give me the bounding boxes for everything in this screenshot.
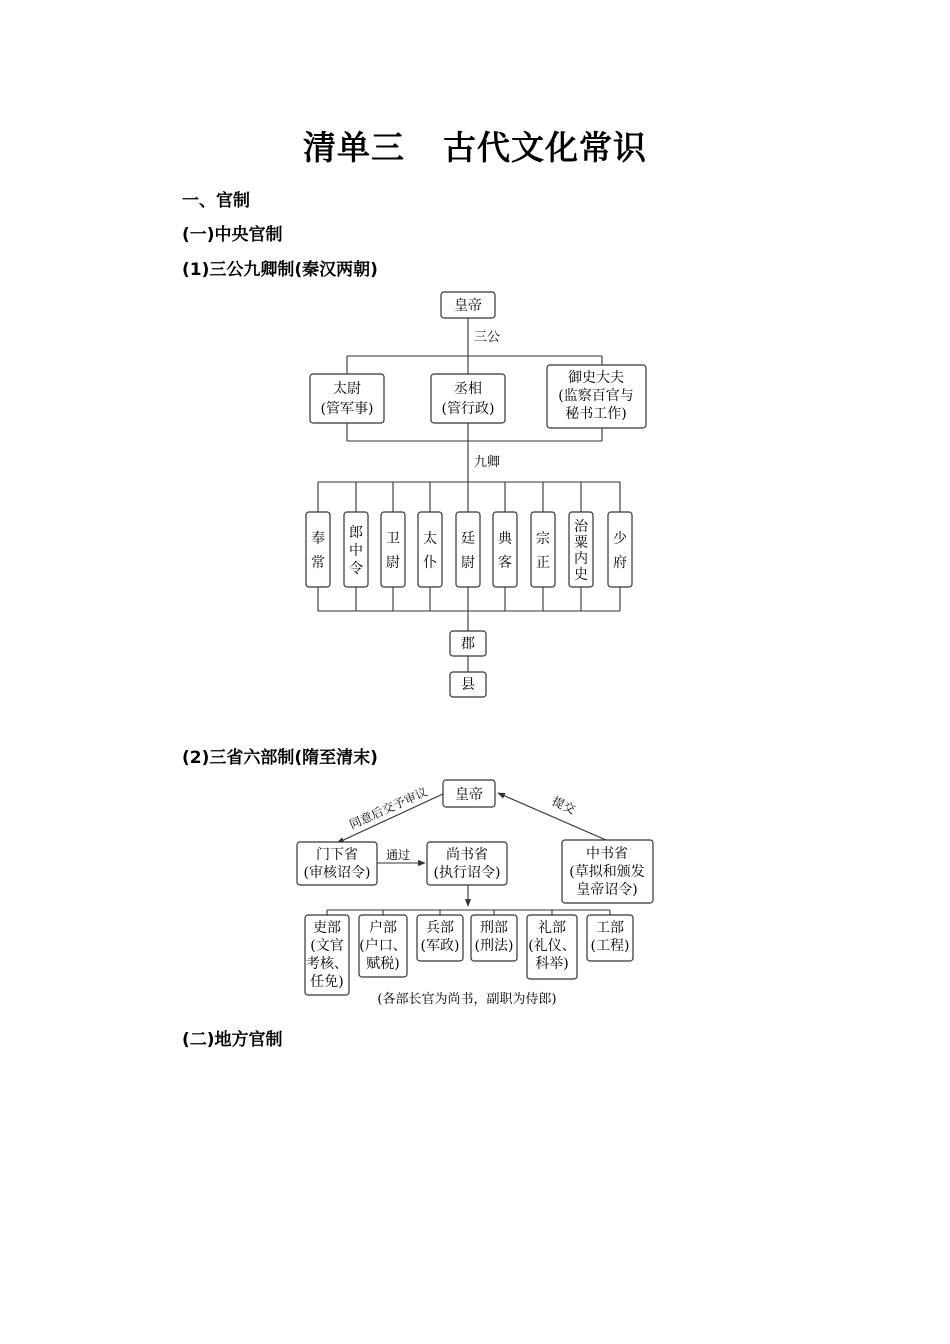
department-line: (文官 (310, 938, 344, 954)
shangshu-duty: (执行诏令) (433, 865, 501, 881)
department-line: (军政) (420, 938, 460, 954)
department-line: (户口、 (359, 938, 407, 954)
taiwei-name: 太尉 (333, 381, 361, 397)
minister-char: 史 (574, 567, 588, 583)
minister-char: 内 (574, 551, 588, 567)
minister-char: 卫 (386, 531, 400, 547)
jiuqing-label: 九卿 (474, 455, 501, 470)
zhongshu-duty-2: 皇帝诏令) (576, 882, 638, 898)
chengxiang-name: 丞相 (454, 381, 482, 397)
minister-box (306, 512, 330, 587)
zhongshu-name: 中书省 (586, 846, 628, 862)
zhongshu-duty-1: (草拟和颁发 (569, 864, 645, 880)
jun-label: 郡 (461, 636, 475, 652)
department-line: 刑部 (480, 920, 508, 936)
department-line: 科举) (535, 956, 569, 972)
minister-char: 廷 (461, 531, 475, 547)
departments-note: (各部长官为尚书，副职为侍郎) (377, 992, 557, 1007)
emperor2-label: 皇帝 (455, 787, 483, 803)
arrow-submit-label: 提交 (549, 793, 578, 817)
taiwei-duty: (管军事) (320, 401, 374, 417)
minister-char: 正 (536, 555, 550, 571)
department-line: 考核、 (306, 956, 348, 972)
department-line: 任免) (310, 974, 344, 990)
minister-char: 宗 (536, 531, 550, 547)
minister-box (531, 512, 555, 587)
minister-char: 中 (349, 543, 363, 559)
minister-char: 客 (498, 555, 512, 571)
minister-box (493, 512, 517, 587)
minister-box (381, 512, 405, 587)
yushi-name: 御史大夫 (568, 370, 624, 386)
department-line: (刑法) (474, 938, 514, 954)
arrow-approve-label: 同意后交予审议 (347, 784, 430, 832)
xian-label: 县 (461, 677, 475, 693)
page-title (0, 122, 950, 169)
minister-char: 治 (574, 519, 588, 535)
emperor-label: 皇帝 (454, 298, 482, 314)
department-line: 吏部 (313, 920, 341, 936)
yushi-duty-2: 秘书工作) (565, 406, 627, 422)
minister-box (608, 512, 632, 587)
minister-char: 令 (349, 561, 363, 577)
heading-guanzhi: 一、官制 (182, 191, 250, 211)
minister-char: 粟 (574, 535, 588, 551)
minister-char: 郎 (349, 525, 363, 541)
title-part2: 古代文化常识 (443, 128, 647, 167)
diagram-sansheng-liubu (0, 772, 950, 1022)
shangshu-name: 尚书省 (446, 847, 488, 863)
menxia-name: 门下省 (316, 847, 358, 863)
minister-char: 府 (613, 555, 627, 571)
minister-char: 尉 (461, 555, 475, 571)
minister-char: 尉 (386, 555, 400, 571)
department-line: 工部 (596, 920, 624, 936)
minister-char: 仆 (423, 555, 437, 571)
department-line: 户部 (369, 920, 397, 936)
chengxiang-duty: (管行政) (441, 401, 495, 417)
minister-box (456, 512, 480, 587)
heading-local-officials: (二)地方官制 (182, 1030, 283, 1050)
department-line: 赋税) (366, 956, 400, 972)
yushi-duty-1: (监察百官与 (558, 388, 634, 404)
heading-central-officials: (一)中央官制 (182, 225, 283, 245)
title-part1: 清单三 (303, 128, 405, 167)
minister-char: 常 (311, 555, 325, 571)
diagram-sangong-jiuqing (0, 280, 950, 710)
sangong-label: 三公 (474, 330, 501, 345)
minister-char: 少 (613, 531, 627, 547)
minister-box (418, 512, 442, 587)
menxia-duty: (审核诏令) (303, 865, 371, 881)
department-line: (工程) (590, 938, 630, 954)
department-line: 礼部 (538, 920, 566, 936)
heading-sangong-jiuqing: (1)三公九卿制(秦汉两朝) (182, 260, 378, 280)
arrow-pass-label: 通过 (385, 848, 411, 862)
department-line: (礼仪、 (528, 938, 576, 954)
minister-char: 奉 (311, 531, 325, 547)
department-line: 兵部 (426, 920, 454, 936)
heading-sansheng-liubu: (2)三省六部制(隋至清末) (182, 748, 378, 768)
minister-char: 太 (423, 531, 437, 547)
minister-char: 典 (498, 531, 512, 547)
